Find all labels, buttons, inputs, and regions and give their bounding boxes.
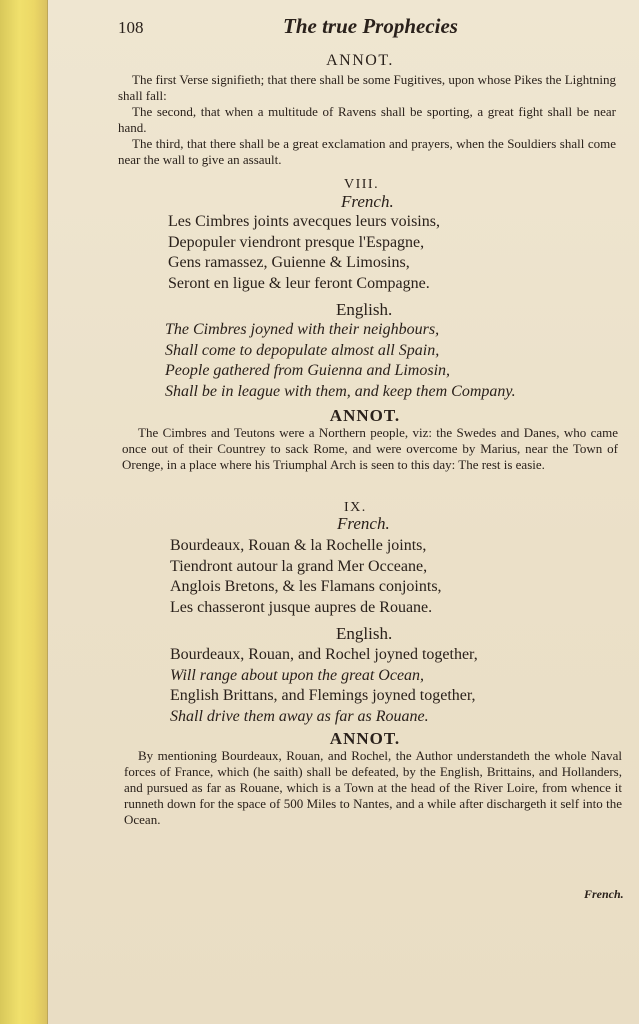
catchword: French. xyxy=(584,887,624,901)
verse-line: Anglois Bretons, & les Flamans conjoints, xyxy=(170,578,442,595)
verse-line: Shall come to depopulate almost all Spain, xyxy=(165,341,440,359)
verse-line: Gens ramassez, Guienne & Limosins, xyxy=(168,254,410,271)
verse-line: Will range about upon the great Ocean, xyxy=(170,666,425,684)
verse-line: Shall drive them away as far as Rouane. xyxy=(170,707,429,725)
verse-line: English Brittans, and Flemings joyned together, xyxy=(170,687,476,704)
annot-paragraph: The second, that when a multitude of Ravens shall be sporting, a great fight shall be near hand. xyxy=(118,104,616,135)
page-number: 108 xyxy=(118,18,144,37)
verse-line: Shall be in league with them, and keep them Company. xyxy=(165,382,516,400)
stanza-number: IX. xyxy=(344,500,367,515)
annot-paragraph: The first Verse signifieth; that there shall be some Fugitives, upon whose Pikes the Lightning shall fall: xyxy=(118,72,616,103)
annot-heading: ANNOT. xyxy=(329,729,401,748)
french-verse xyxy=(168,212,440,294)
annot-paragraph: The third, that there shall be a great exclamation and prayers, when the Souldiers shall come near the wall to give an assault. xyxy=(118,136,616,167)
verse-line: Bourdeaux, Rouan & la Rochelle joints, xyxy=(170,537,427,554)
verse-line: Bourdeaux, Rouan, and Rochel joyned together, xyxy=(170,646,478,663)
french-verse xyxy=(170,536,442,618)
annot-text xyxy=(118,72,616,168)
annot-text xyxy=(124,748,622,828)
annot-heading: ANNOT. xyxy=(326,52,394,69)
verse-line: Seront en ligue & leur feront Compagne. xyxy=(168,274,430,292)
english-label: English. xyxy=(336,624,393,643)
verse-line: Les Cimbres joints avecques leurs voisins, xyxy=(168,213,440,230)
english-verse xyxy=(165,320,516,402)
annot-paragraph: The Cimbres and Teutons were a Northern people, viz: the Swedes and Danes, who came once out of their Countrey to sack Rome, and were overcome by Marius, near the Town of Orenge, in a place where his Triumphal Arch is seen to this day: The rest is easie. xyxy=(122,425,618,472)
english-label: English. xyxy=(336,300,393,319)
page-edge xyxy=(0,0,48,1024)
english-verse xyxy=(170,645,478,727)
verse-line: People gathered from Guienna and Limosin, xyxy=(165,362,451,379)
verse-line: The Cimbres joyned with their neighbours, xyxy=(165,321,440,338)
annot-text xyxy=(122,425,618,473)
running-head: The true Prophecies xyxy=(283,14,458,38)
stanza-number: VIII. xyxy=(344,177,380,192)
verse-line: Tiendront autour la grand Mer Occeane, xyxy=(170,557,428,575)
french-label: French. xyxy=(337,514,390,533)
annot-heading: ANNOT. xyxy=(329,406,401,425)
french-label: French. xyxy=(341,192,394,211)
verse-line: Depopuler viendront presque l'Espagne, xyxy=(168,233,425,251)
verse-line: Les chasseront jusque aupres de Rouane. xyxy=(170,598,433,616)
annot-paragraph: By mentioning Bourdeaux, Rouan, and Rochel, the Author understandeth the whole Naval forces of France, which (he saith) shall be defeated, by the English, Brittains, and Hollanders, and pursued as far as Rouane, which is a Town at the head of the River Loire, from whence it runneth down for the space of 500 Miles to Nantes, and a while after dischargeth it self into the Ocean. xyxy=(124,748,622,827)
